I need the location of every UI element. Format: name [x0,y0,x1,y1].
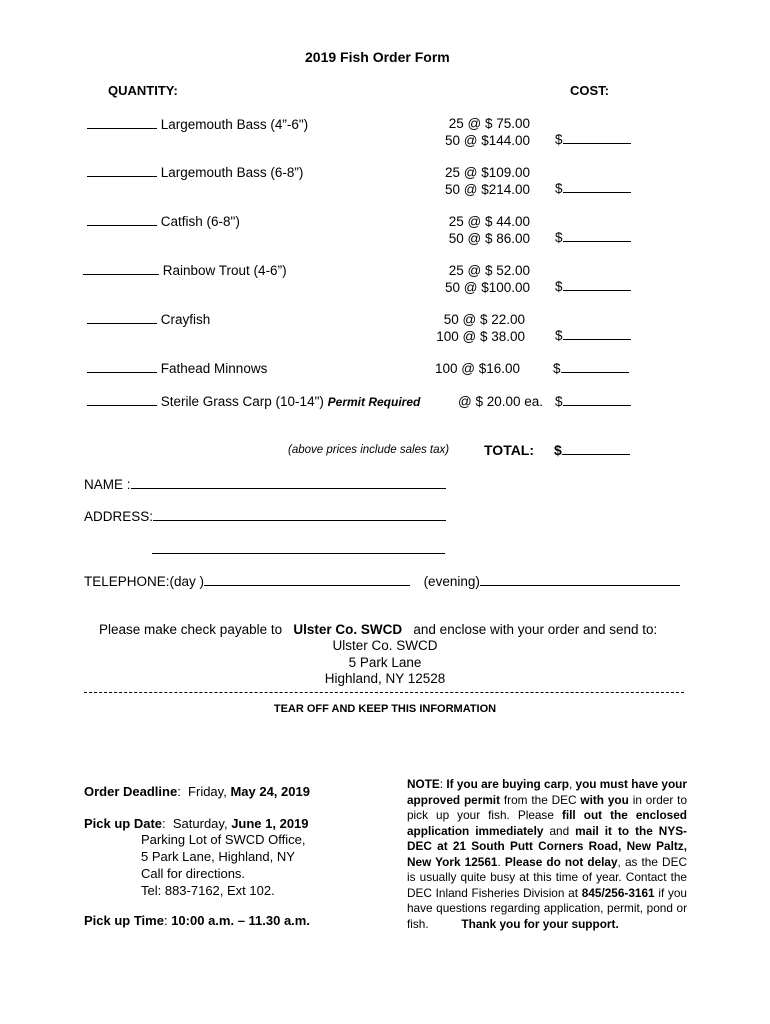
telephone-evening-label: (evening) [423,574,480,589]
telephone-day-blank[interactable] [204,573,410,586]
price-tier: 25 @ $ 75.00 [448,116,530,131]
pickup-date-value: June 1, 2019 [231,816,309,831]
cost-field [555,327,631,343]
cost-field [555,393,631,409]
item-prices [400,262,530,296]
total-field [554,442,630,458]
deadline-date: May 24, 2019 [230,784,310,799]
form-title: 2019 Fish Order Form [305,49,450,65]
item-name: Largemouth Bass (6-8”) [160,165,304,180]
cost-blank[interactable] [563,180,631,193]
cost-blank[interactable] [563,278,631,291]
cost-field [555,131,631,147]
note-text: mail it to the NYS-DEC at 21 South Putt Corners Road, New Paltz, New York 12561 [407,823,687,869]
item-name: Largemouth Bass (4”-6") [160,117,309,132]
cost-field [555,278,631,294]
pickup-date: Pick up Date: Saturday, June 1, 2019 [84,816,309,831]
note-label: NOTE [407,777,440,791]
note-text: : [439,777,447,791]
address-label: ADDRESS: [84,509,154,524]
pickup-label: Pick up Date [84,816,163,831]
note-text: Please do not delay [504,854,618,869]
pickup-time: Pick up Time: 10:00 a.m. – 11.30 a.m. [84,913,310,928]
dec-phone: 845/256-3161 [581,885,655,900]
price-tier: 50 @ $ 22.00 [443,312,525,327]
item-row [83,262,287,278]
price-tier: 50 @ $214.00 [444,182,530,197]
pickup-day: Saturday, [172,816,228,831]
price-tier: @ $ 20.00 ea. [457,394,543,409]
note-text: fill out the enclosed application immediately [407,808,687,838]
item-row [87,360,267,376]
cost-field [555,229,631,245]
note-text: If you are buying carp [446,777,569,791]
dollar-sign: $ [555,181,563,196]
pickup-line: Tel: 883-7162, Ext 102. [141,883,275,898]
quantity-blank[interactable] [87,116,157,129]
price-tier: 50 @ $ 86.00 [448,231,530,246]
address-line: 5 Park Lane [348,654,422,670]
note-text: with you [580,792,629,807]
item-row [87,164,303,180]
item-row [87,116,308,132]
pickup-location [141,831,306,899]
item-prices [400,115,530,149]
permit-required-note: Permit Required [327,395,421,409]
carp-permit-note [407,777,687,932]
note-text: , [568,777,576,791]
pickup-line: Call for directions. [141,866,246,881]
telephone-evening-blank[interactable] [480,573,680,586]
quantity-blank[interactable] [87,393,157,406]
item-name: Rainbow Trout (4-6”) [162,263,287,278]
quantity-blank[interactable] [87,164,157,177]
address-line: Highland, NY 12528 [324,671,446,686]
name-blank[interactable] [131,476,446,489]
dollar-sign: $ [555,328,563,343]
order-deadline: Order Deadline: Friday, May 24, 2019 [84,784,310,799]
cost-blank[interactable] [563,229,631,242]
dollar-sign: $ [555,394,563,409]
item-prices [413,393,543,410]
quantity-blank[interactable] [87,311,157,324]
quantity-blank[interactable] [87,213,157,226]
dollar-sign: $ [555,279,563,294]
item-row [87,311,210,327]
quantity-header: QUANTITY: [108,83,178,98]
item-prices [400,213,530,247]
price-tier: 50 @ $144.00 [444,133,530,148]
pickup-line: Parking Lot of SWCD Office, [141,832,306,847]
note-text: in order to pick up your fish. Please [407,792,688,822]
dollar-sign: $ [555,132,563,147]
address-field [84,508,446,524]
item-prices [400,164,530,198]
item-name: Sterile Grass Carp (10-14") [160,394,324,409]
deadline-day: Friday, [188,784,227,799]
cost-blank[interactable] [563,327,631,340]
address-line: Ulster Co. SWCD [332,638,438,653]
item-name: Crayfish [160,312,211,327]
note-text: if you have questions regarding application, permit, pond or fish. [407,885,687,931]
price-tier: 50 @ $100.00 [444,280,530,295]
dollar-sign: $ [555,230,563,245]
payee-name: Ulster Co. SWCD [293,622,403,637]
cost-blank[interactable] [561,360,629,373]
item-name: Catfish (6-8") [160,214,240,229]
cost-header: COST: [570,83,609,98]
note-text: , as the DEC is usually quite busy at this time of year. Contact the DEC Inland Fisheries Division at [407,854,687,900]
tax-note: (above prices include sales tax) [288,444,450,456]
item-prices [390,360,520,377]
payment-prefix: Please make check payable to [99,622,283,637]
payment-instructions [99,622,657,637]
name-field [84,476,446,492]
telephone-field [84,573,680,589]
cost-blank[interactable] [563,393,631,406]
item-row [87,213,240,229]
item-name: Fathead Minnows [160,361,268,376]
cost-field [555,180,631,196]
tear-off-divider [84,692,684,693]
note-text: from the DEC [500,792,581,807]
mailing-address [0,638,770,688]
address-blank[interactable] [153,508,446,521]
price-tier: 25 @ $ 44.00 [448,214,530,229]
pickup-line: 5 Park Lane, Highland, NY [141,849,295,864]
item-prices [395,311,525,345]
pickup-time-value: 10:00 a.m. – 11.30 a.m. [171,913,310,928]
price-tier: 25 @ $109.00 [444,165,530,180]
item-row [87,393,420,409]
note-text: . [497,854,505,869]
price-tier: 100 @ $16.00 [434,361,520,376]
note-text: you must have your approved permit [407,777,687,807]
price-tier: 25 @ $ 52.00 [448,263,530,278]
price-tier: 100 @ $ 38.00 [436,329,525,344]
total-blank[interactable] [562,442,630,455]
thank-you-text: Thank you for your support. [461,916,619,931]
quantity-blank[interactable] [83,262,159,275]
quantity-blank[interactable] [87,360,157,373]
address-second-line[interactable] [152,553,445,554]
pickup-time-label: Pick up Time [84,913,164,928]
dollar-sign: $ [553,361,561,376]
total-label: TOTAL: [484,442,535,458]
name-label: NAME : [84,477,131,492]
cost-field [553,360,629,376]
note-text: and [543,823,576,838]
cost-blank[interactable] [563,131,631,144]
telephone-day-label: TELEPHONE:(day ) [84,574,205,589]
deadline-label: Order Deadline [84,784,178,799]
payment-suffix: and enclose with your order and send to: [413,622,658,637]
dollar-sign: $ [554,442,562,458]
tear-off-label: TEAR OFF AND KEEP THIS INFORMATION [273,703,497,715]
